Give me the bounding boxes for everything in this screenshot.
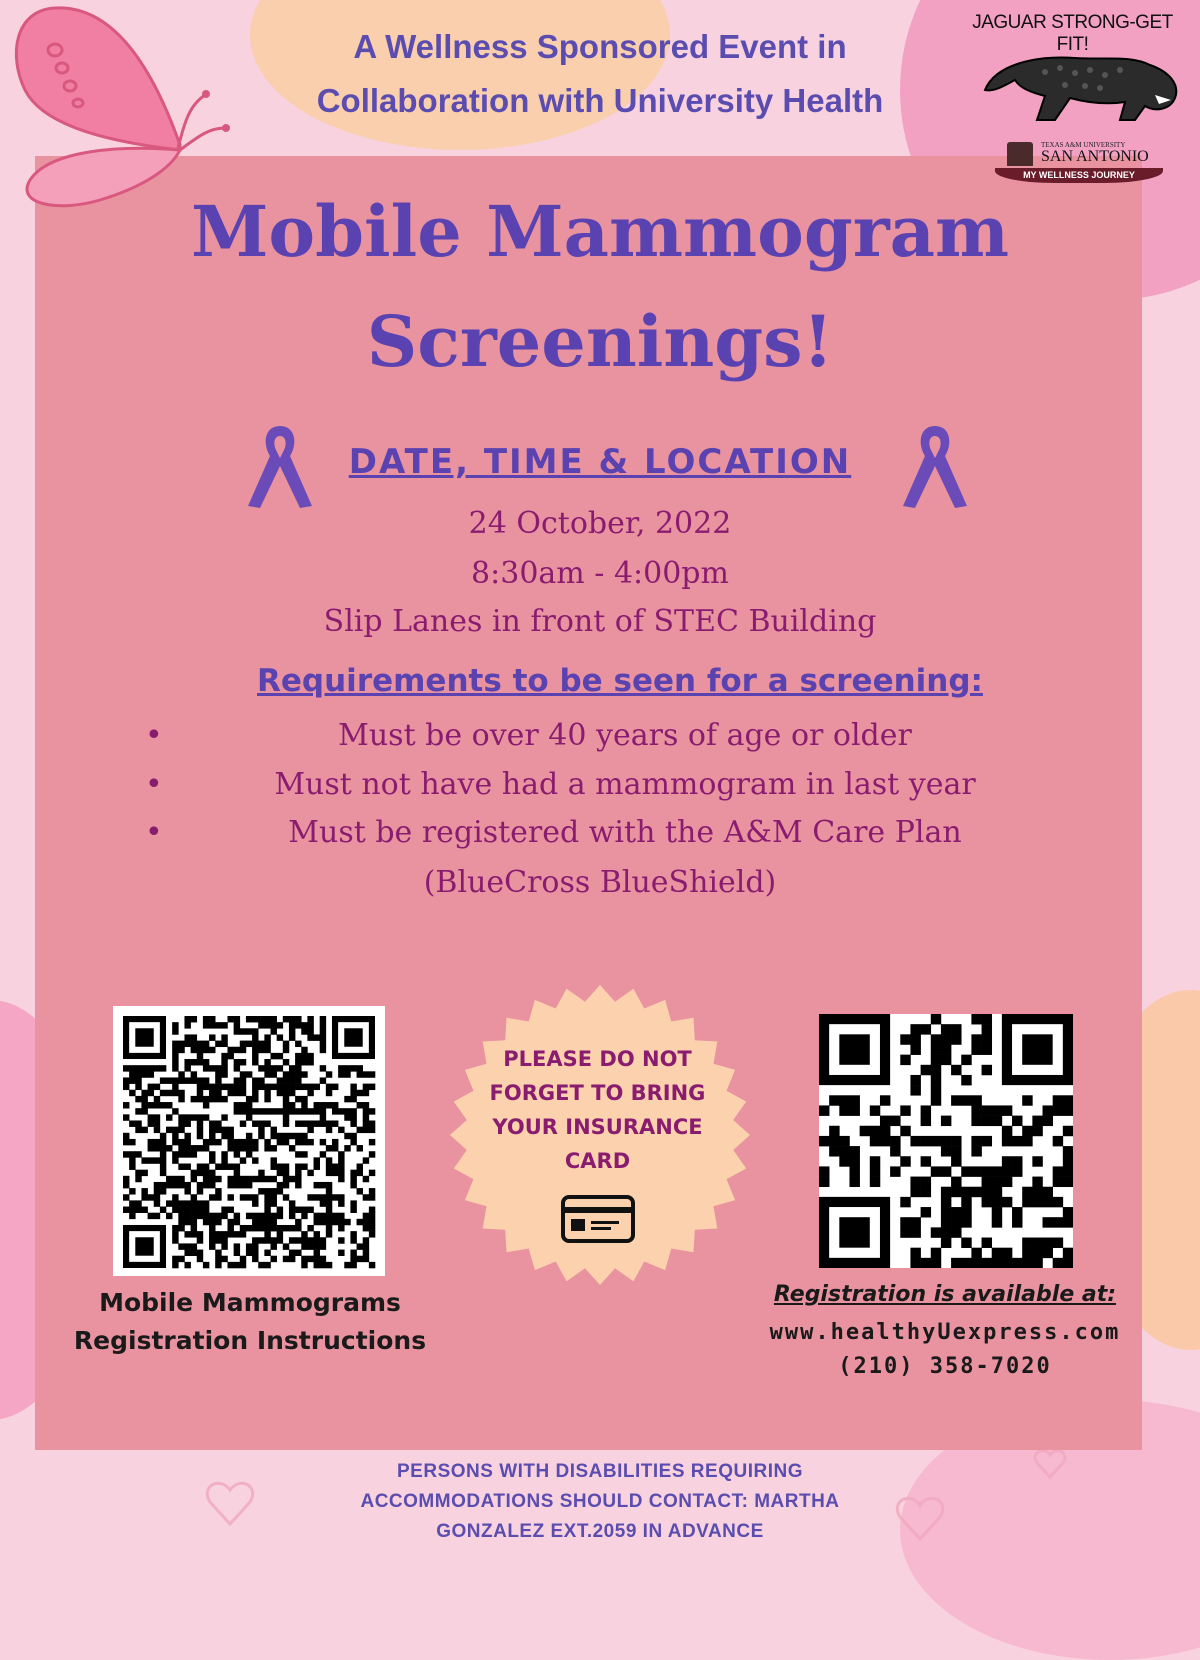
badge-line: CARD xyxy=(564,1149,631,1173)
university-name: SAN ANTONIO xyxy=(1041,148,1149,165)
jaguar-icon xyxy=(975,40,1185,125)
university-logo xyxy=(995,138,1170,188)
requirement-item xyxy=(130,815,1120,850)
event-time: 8:30am - 4:00pm xyxy=(471,556,729,591)
jaguar-logo-caption: JAGUAR STRONG-GET FIT! xyxy=(972,12,1173,55)
left-qr-label-line-1: Mobile Mammograms xyxy=(99,1288,401,1317)
requirement-text: Must be registered with the A&M Care Plan xyxy=(288,815,962,850)
registration-website-qr-code[interactable] xyxy=(819,1014,1073,1268)
sponsor-line-2: Collaboration with University Health xyxy=(316,82,884,119)
decorative-blob xyxy=(250,0,670,150)
sponsor-line-1: A Wellness Sponsored Event in xyxy=(353,28,847,65)
event-location: Slip Lanes in front of STEC Building xyxy=(323,604,877,639)
university-small-text: TEXAS A&M UNIVERSITY xyxy=(1041,141,1126,149)
footer-line-1: PERSONS WITH DISABILITIES REQUIRING xyxy=(397,1461,803,1482)
badge-line: PLEASE DO NOT xyxy=(503,1047,692,1071)
insurance-reminder-text xyxy=(470,1042,725,1178)
bullet: • xyxy=(145,767,163,802)
university-building-icon xyxy=(1007,142,1033,166)
registration-heading: Registration is available at: xyxy=(773,1282,1117,1307)
bullet: • xyxy=(145,718,163,753)
registration-phone[interactable]: (210) 358-7020 xyxy=(838,1354,1052,1379)
insurance-card-icon xyxy=(561,1195,635,1243)
requirement-continuation: (BlueCross BlueShield) xyxy=(423,865,777,900)
footer-line-3: GONZALEZ EXT.2059 IN ADVANCE xyxy=(436,1521,764,1542)
left-qr-label-line-2: Registration Instructions xyxy=(73,1326,427,1355)
awareness-ribbon-icon xyxy=(895,418,975,513)
page-title-line-2: Screenings! xyxy=(366,300,834,383)
requirement-item xyxy=(130,767,1120,802)
badge-line: FORGET TO BRING xyxy=(489,1081,706,1105)
university-banner: MY WELLNESS JOURNEY xyxy=(995,168,1163,183)
requirements-heading: Requirements to be seen for a screening: xyxy=(257,663,983,699)
registration-website-link[interactable]: www.healthyUexpress.com xyxy=(769,1320,1121,1345)
requirement-text: Must be over 40 years of age or older xyxy=(338,718,912,753)
bullet: • xyxy=(145,815,163,850)
requirement-text: Must not have had a mammogram in last year xyxy=(274,767,976,802)
badge-line: YOUR INSURANCE xyxy=(492,1115,703,1139)
awareness-ribbon-icon xyxy=(240,418,320,513)
event-date: 24 October, 2022 xyxy=(468,506,732,541)
page-title-line-1: Mobile Mammogram xyxy=(190,190,1010,273)
footer-line-2: ACCOMMODATIONS SHOULD CONTACT: MARTHA xyxy=(360,1491,840,1512)
requirement-item xyxy=(130,718,1120,753)
registration-instructions-qr-code[interactable] xyxy=(113,1006,385,1276)
date-time-location-heading: DATE, TIME & LOCATION xyxy=(348,442,852,482)
